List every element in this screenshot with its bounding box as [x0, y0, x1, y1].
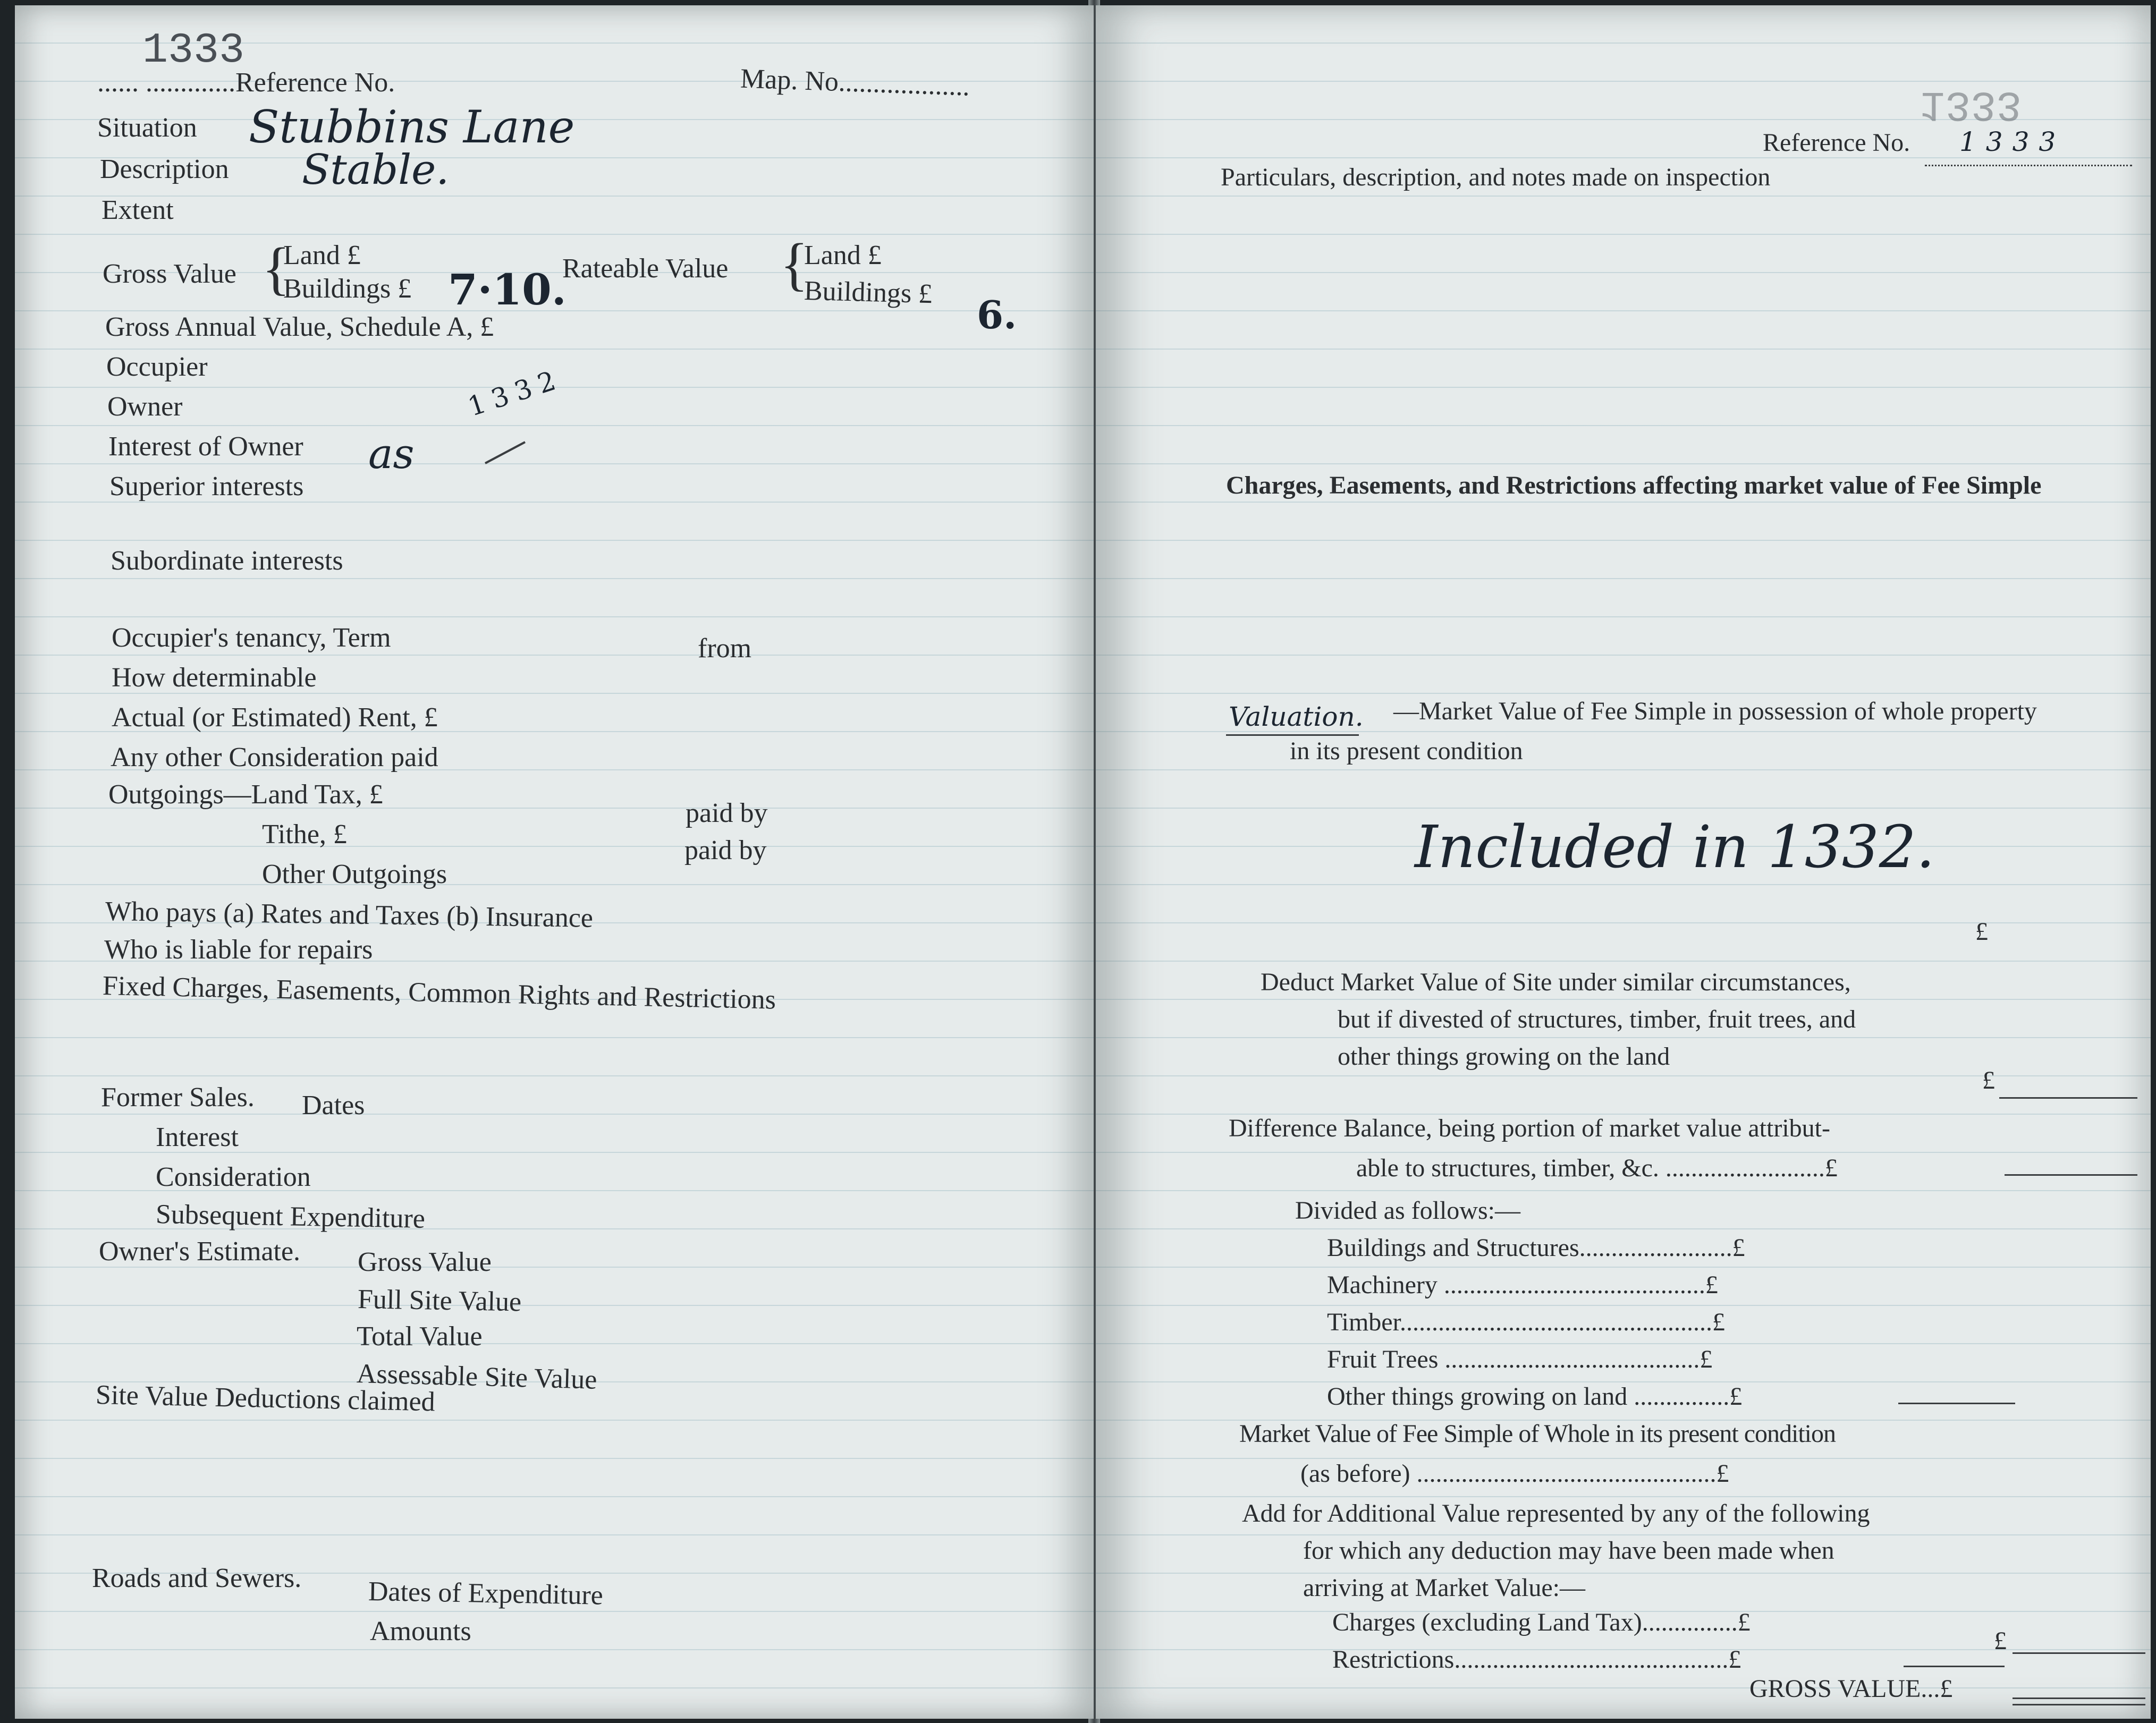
deduct-amount-line	[1999, 1097, 2137, 1099]
gross-value-brace: {	[262, 236, 290, 301]
divided-label: Divided as follows:—	[1295, 1196, 1520, 1225]
owner-label: Owner	[107, 392, 183, 422]
reference-no-dots	[1925, 165, 2132, 166]
reference-no-label: Reference No.	[1763, 129, 1910, 157]
gross-value-underline-1	[2013, 1697, 2145, 1699]
charges-heading: Charges, Easements, and Restrictions affecting market value of Fee Simple	[1226, 471, 2042, 499]
roads-sewers-label: Roads and Sewers.	[92, 1563, 302, 1593]
machinery-line: Machinery .........................................£	[1327, 1271, 1718, 1299]
owner-handwritten-note: 1332	[464, 363, 567, 422]
ditto-mark	[485, 441, 526, 464]
deduct-text-1: Deduct Market Value of Site under similar circumstances,	[1261, 968, 1851, 996]
tithe-label: Tithe, £	[262, 819, 347, 850]
pound-sign-1: £	[1975, 918, 1988, 946]
map-no-label: Map. No...................	[740, 63, 970, 102]
reference-no-value: 1333	[1959, 126, 2066, 157]
gross-land-label: Land £	[283, 240, 361, 270]
right-page	[1096, 5, 2151, 1719]
deduct-text-3: other things growing on the land	[1338, 1042, 1670, 1071]
rateable-buildings-label: Buildings £	[804, 275, 933, 310]
add-text-1: Add for Additional Value represented by any of the following	[1242, 1499, 1870, 1527]
who-liable-label: Who is liable for repairs	[104, 935, 373, 965]
pound-sign-3: £	[1994, 1627, 2007, 1655]
valuation-label: Valuation.	[1229, 701, 1364, 732]
occupier-tenancy-label: Occupier's tenancy, Term	[112, 623, 391, 653]
superior-interests-label: Superior interests	[109, 471, 304, 502]
amounts-label: Amounts	[370, 1616, 471, 1646]
interest-label: Interest	[156, 1122, 239, 1152]
divided-subtotal-line	[1898, 1403, 2015, 1404]
fixed-charges-label: Fixed Charges, Easements, Common Rights and Restrictions	[102, 971, 776, 1015]
valuation-text-2: in its present condition	[1290, 737, 1523, 765]
consideration-label: Consideration	[156, 1162, 311, 1192]
from-label: from	[698, 633, 752, 664]
outgoings-land-tax-label: Outgoings—Land Tax, £	[108, 779, 383, 810]
valuation-underline	[1226, 734, 1359, 736]
subsequent-expenditure-label: Subsequent Expenditure	[155, 1199, 426, 1234]
dates-of-expenditure-label: Dates of Expenditure	[368, 1576, 604, 1611]
left-page	[15, 5, 1094, 1719]
gross-buildings-value: 7·10.	[448, 265, 567, 315]
charges-excluding-land-tax-line: Charges (excluding Land Tax)...............£	[1332, 1608, 1751, 1636]
rateable-value-label: Rateable Value	[562, 253, 729, 284]
situation-value: Stubbins Lane	[249, 101, 575, 153]
rateable-value-brace: {	[780, 232, 808, 296]
difference-amount-line	[2005, 1174, 2137, 1176]
valuation-text-1: —Market Value of Fee Simple in possession of whole property	[1393, 697, 2037, 725]
fruit-trees-line: Fruit Trees ........................................£	[1327, 1345, 1713, 1373]
gross-value-underline-2	[2013, 1704, 2145, 1705]
site-value-deductions-label: Site Value Deductions claimed	[95, 1380, 436, 1418]
full-site-value-label: Full Site Value	[357, 1284, 522, 1318]
additional-value-line	[2013, 1652, 2145, 1654]
reference-no-label: ...... .............Reference No.	[97, 67, 395, 98]
other-things-line: Other things growing on land ...............£	[1327, 1382, 1743, 1411]
other-outgoings-label: Other Outgoings	[262, 859, 447, 889]
extent-label: Extent	[102, 195, 174, 225]
description-label: Description	[100, 154, 229, 184]
market-value-text-1: Market Value of Fee Simple of Whole in its present condition	[1239, 1420, 1836, 1448]
situation-label: Situation	[97, 113, 197, 143]
how-determinable-label: How determinable	[112, 663, 317, 693]
rateable-land-label: Land £	[804, 240, 882, 270]
add-text-2: for which any deduction may have been made when	[1303, 1537, 1834, 1565]
occupier-label: Occupier	[106, 352, 208, 382]
restrictions-subtotal-line	[1904, 1666, 2005, 1667]
interest-of-owner-value: as	[368, 430, 415, 478]
pound-sign-2: £	[1982, 1066, 1995, 1094]
deduct-text-2: but if divested of structures, timber, fruit trees, and	[1338, 1005, 1856, 1033]
actual-rent-label: Actual (or Estimated) Rent, £	[112, 702, 438, 733]
subordinate-interests-label: Subordinate interests	[111, 546, 343, 576]
buildings-structures-line: Buildings and Structures........................£	[1327, 1234, 1745, 1262]
total-value-label: Total Value	[357, 1321, 483, 1352]
restrictions-line: Restrictions...........................................£	[1332, 1645, 1741, 1674]
dates-label: Dates	[302, 1090, 365, 1121]
reference-stamp-faint: 1333	[1920, 80, 2022, 128]
gross-value-label: Gross Value	[103, 259, 236, 289]
former-sales-label: Former Sales.	[101, 1082, 255, 1113]
who-pays-label: Who pays (a) Rates and Taxes (b) Insurance	[105, 896, 594, 933]
other-consideration-label: Any other Consideration paid	[111, 742, 438, 773]
description-value: Stable.	[302, 146, 450, 194]
paid-by-label-2: paid by	[684, 835, 767, 865]
owners-estimate-label: Owner's Estimate.	[99, 1236, 301, 1267]
difference-text-1: Difference Balance, being portion of market value attribut-	[1229, 1114, 1830, 1142]
particulars-label: Particulars, description, and notes made on inspection	[1221, 163, 1771, 191]
gross-value-line: GROSS VALUE...£	[1749, 1675, 1953, 1703]
rateable-buildings-value: 6.	[977, 292, 1017, 337]
valuation-handwritten: Included in 1332.	[1415, 813, 1935, 881]
add-text-3: arriving at Market Value:—	[1303, 1574, 1585, 1602]
gross-annual-value-label: Gross Annual Value, Schedule A, £	[105, 312, 494, 342]
reference-stamp: 1333	[142, 27, 245, 75]
paid-by-label-1: paid by	[686, 798, 768, 828]
market-value-text-2: (as before) ...............................................£	[1300, 1459, 1729, 1488]
timber-line: Timber.................................................£	[1327, 1308, 1725, 1336]
difference-text-2: able to structures, timber, &c. .........................£	[1356, 1154, 1838, 1182]
interest-of-owner-label: Interest of Owner	[108, 431, 303, 462]
gross-buildings-label: Buildings £	[283, 274, 412, 304]
assessable-site-value-label: Assessable Site Value	[356, 1359, 598, 1395]
owners-gross-value-label: Gross Value	[358, 1247, 492, 1277]
